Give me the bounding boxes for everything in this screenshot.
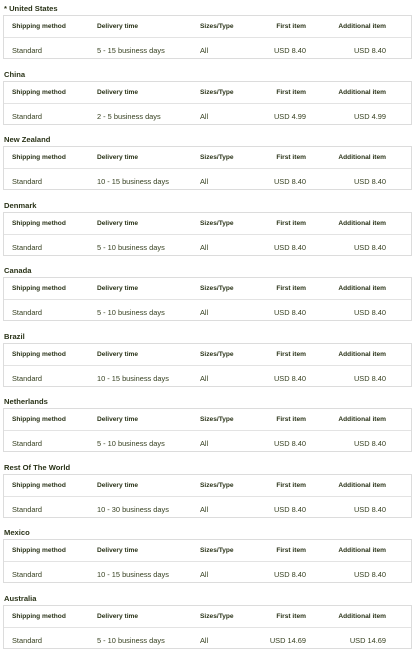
header-first-item: First item	[276, 88, 306, 96]
header-first-item: First item	[276, 350, 306, 358]
country-name: Mexico	[4, 528, 30, 537]
header-shipping-method: Shipping method	[12, 88, 66, 96]
sizes-type-cell: All	[200, 439, 209, 448]
delivery-time-cell: 5 - 10 business days	[97, 242, 165, 252]
shipping-method-cell: Standard	[12, 570, 42, 579]
table-header-row	[4, 279, 411, 300]
shipping-method-cell: Standard	[12, 177, 42, 186]
delivery-time-cell: 5 - 10 business days	[97, 635, 165, 645]
first-item-price-cell: USD 8.40	[273, 46, 306, 55]
header-shipping-method: Shipping method	[12, 350, 66, 358]
shipping-rate-table	[3, 277, 412, 321]
shipping-method-cell: Standard	[12, 635, 42, 645]
table-row	[4, 237, 411, 257]
table-header-row	[4, 345, 411, 366]
additional-item-price-cell: USD 14.69	[349, 635, 386, 645]
shipping-method-cell: Standard	[12, 439, 42, 448]
header-delivery-time: Delivery time	[97, 416, 139, 423]
table-row	[4, 171, 411, 191]
first-item-price-cell: USD 8.40	[273, 504, 306, 514]
shipping-rate-table	[3, 474, 412, 518]
first-item-price-cell: USD 8.40	[273, 308, 306, 317]
additional-item-price-cell: USD 8.40	[353, 570, 386, 579]
header-additional-item: Additional item	[338, 612, 386, 620]
additional-item-price-cell: USD 8.40	[353, 242, 386, 252]
first-item-price-cell: USD 8.40	[273, 242, 306, 252]
shipping-rate-table	[3, 15, 412, 59]
shipping-rate-table	[3, 81, 412, 125]
table-row	[4, 564, 411, 584]
additional-item-price-cell: USD 8.40	[353, 46, 386, 55]
header-shipping-method: Shipping method	[12, 612, 66, 620]
header-shipping-method: Shipping method	[12, 154, 66, 161]
table-row	[4, 630, 411, 650]
header-delivery-time: Delivery time	[97, 285, 139, 292]
header-shipping-method: Shipping method	[12, 481, 66, 489]
shipping-method-cell: Standard	[12, 111, 42, 121]
header-delivery-time: Delivery time	[97, 547, 139, 554]
first-item-price-cell: USD 8.40	[273, 439, 306, 448]
header-additional-item: Additional item	[338, 23, 386, 30]
sizes-type-cell: All	[200, 373, 209, 383]
table-header-row	[4, 410, 411, 431]
delivery-time-cell: 10 - 15 business days	[97, 177, 169, 186]
header-sizes-type: Sizes/Type	[200, 154, 234, 161]
shipping-rate-table	[3, 539, 412, 583]
table-row	[4, 433, 411, 453]
shipping-rate-table	[3, 605, 412, 649]
header-first-item: First item	[276, 23, 306, 30]
header-delivery-time: Delivery time	[97, 612, 139, 620]
sizes-type-cell: All	[200, 504, 209, 514]
additional-item-price-cell: USD 8.40	[353, 308, 386, 317]
country-name: * United States	[4, 4, 58, 13]
shipping-method-cell: Standard	[12, 242, 42, 252]
header-first-item: First item	[276, 612, 306, 620]
sizes-type-cell: All	[200, 308, 209, 317]
table-row	[4, 106, 411, 126]
header-delivery-time: Delivery time	[97, 23, 139, 30]
country-name: New Zealand	[4, 135, 51, 144]
country-name: Netherlands	[4, 397, 48, 406]
header-additional-item: Additional item	[338, 285, 386, 292]
delivery-time-cell: 5 - 15 business days	[97, 46, 165, 55]
header-additional-item: Additional item	[338, 547, 386, 554]
header-first-item: First item	[276, 481, 306, 489]
shipping-rate-table	[3, 212, 412, 256]
country-name: Canada	[4, 266, 32, 275]
header-additional-item: Additional item	[338, 154, 386, 161]
header-first-item: First item	[276, 285, 306, 292]
table-header-row	[4, 607, 411, 628]
delivery-time-cell: 10 - 15 business days	[97, 373, 169, 383]
header-shipping-method: Shipping method	[12, 285, 66, 292]
header-sizes-type: Sizes/Type	[200, 547, 234, 554]
additional-item-price-cell: USD 8.40	[353, 373, 386, 383]
delivery-time-cell: 5 - 10 business days	[97, 439, 165, 448]
delivery-time-cell: 10 - 30 business days	[97, 504, 169, 514]
header-shipping-method: Shipping method	[12, 23, 66, 30]
header-additional-item: Additional item	[338, 88, 386, 96]
table-row	[4, 499, 411, 519]
table-header-row	[4, 17, 411, 38]
shipping-method-cell: Standard	[12, 46, 42, 55]
delivery-time-cell: 5 - 10 business days	[97, 308, 165, 317]
first-item-price-cell: USD 4.99	[273, 111, 306, 121]
header-sizes-type: Sizes/Type	[200, 350, 234, 358]
header-sizes-type: Sizes/Type	[200, 612, 234, 620]
shipping-method-cell: Standard	[12, 504, 42, 514]
header-sizes-type: Sizes/Type	[200, 88, 234, 96]
table-header-row	[4, 214, 411, 235]
header-additional-item: Additional item	[338, 350, 386, 358]
country-name: Australia	[4, 593, 37, 603]
first-item-price-cell: USD 8.40	[273, 177, 306, 186]
sizes-type-cell: All	[200, 177, 209, 186]
header-first-item: First item	[276, 154, 306, 161]
first-item-price-cell: USD 8.40	[273, 570, 306, 579]
header-sizes-type: Sizes/Type	[200, 416, 234, 423]
header-shipping-method: Shipping method	[12, 416, 66, 423]
header-sizes-type: Sizes/Type	[200, 219, 234, 227]
header-sizes-type: Sizes/Type	[200, 23, 234, 30]
sizes-type-cell: All	[200, 242, 209, 252]
table-row	[4, 40, 411, 60]
sizes-type-cell: All	[200, 111, 209, 121]
country-name: China	[4, 69, 26, 79]
delivery-time-cell: 10 - 15 business days	[97, 570, 169, 579]
header-first-item: First item	[276, 219, 306, 227]
additional-item-price-cell: USD 8.40	[353, 504, 386, 514]
shipping-rate-table	[3, 146, 412, 190]
country-name: Brazil	[4, 331, 25, 341]
sizes-type-cell: All	[200, 635, 209, 645]
header-sizes-type: Sizes/Type	[200, 481, 234, 489]
header-first-item: First item	[276, 416, 306, 423]
header-shipping-method: Shipping method	[12, 219, 66, 227]
sizes-type-cell: All	[200, 570, 209, 579]
header-shipping-method: Shipping method	[12, 547, 66, 554]
header-first-item: First item	[276, 547, 306, 554]
header-additional-item: Additional item	[338, 219, 386, 227]
first-item-price-cell: USD 8.40	[273, 373, 306, 383]
shipping-rate-table	[3, 408, 412, 452]
country-name: Rest Of The World	[4, 462, 71, 472]
shipping-rate-table	[3, 343, 412, 387]
header-delivery-time: Delivery time	[97, 88, 139, 96]
header-additional-item: Additional item	[338, 481, 386, 489]
table-header-row	[4, 541, 411, 562]
sizes-type-cell: All	[200, 46, 209, 55]
header-delivery-time: Delivery time	[97, 350, 139, 358]
country-name: Denmark	[4, 200, 37, 210]
table-row	[4, 368, 411, 388]
additional-item-price-cell: USD 8.40	[353, 439, 386, 448]
table-header-row	[4, 83, 411, 104]
header-sizes-type: Sizes/Type	[200, 285, 234, 292]
header-delivery-time: Delivery time	[97, 219, 139, 227]
additional-item-price-cell: USD 8.40	[353, 177, 386, 186]
delivery-time-cell: 2 - 5 business days	[97, 111, 161, 121]
first-item-price-cell: USD 14.69	[269, 635, 306, 645]
shipping-method-cell: Standard	[12, 373, 42, 383]
table-row	[4, 302, 411, 322]
header-delivery-time: Delivery time	[97, 481, 139, 489]
additional-item-price-cell: USD 4.99	[353, 111, 386, 121]
header-additional-item: Additional item	[338, 416, 386, 423]
table-header-row	[4, 476, 411, 497]
header-delivery-time: Delivery time	[97, 154, 139, 161]
table-header-row	[4, 148, 411, 169]
shipping-method-cell: Standard	[12, 308, 42, 317]
